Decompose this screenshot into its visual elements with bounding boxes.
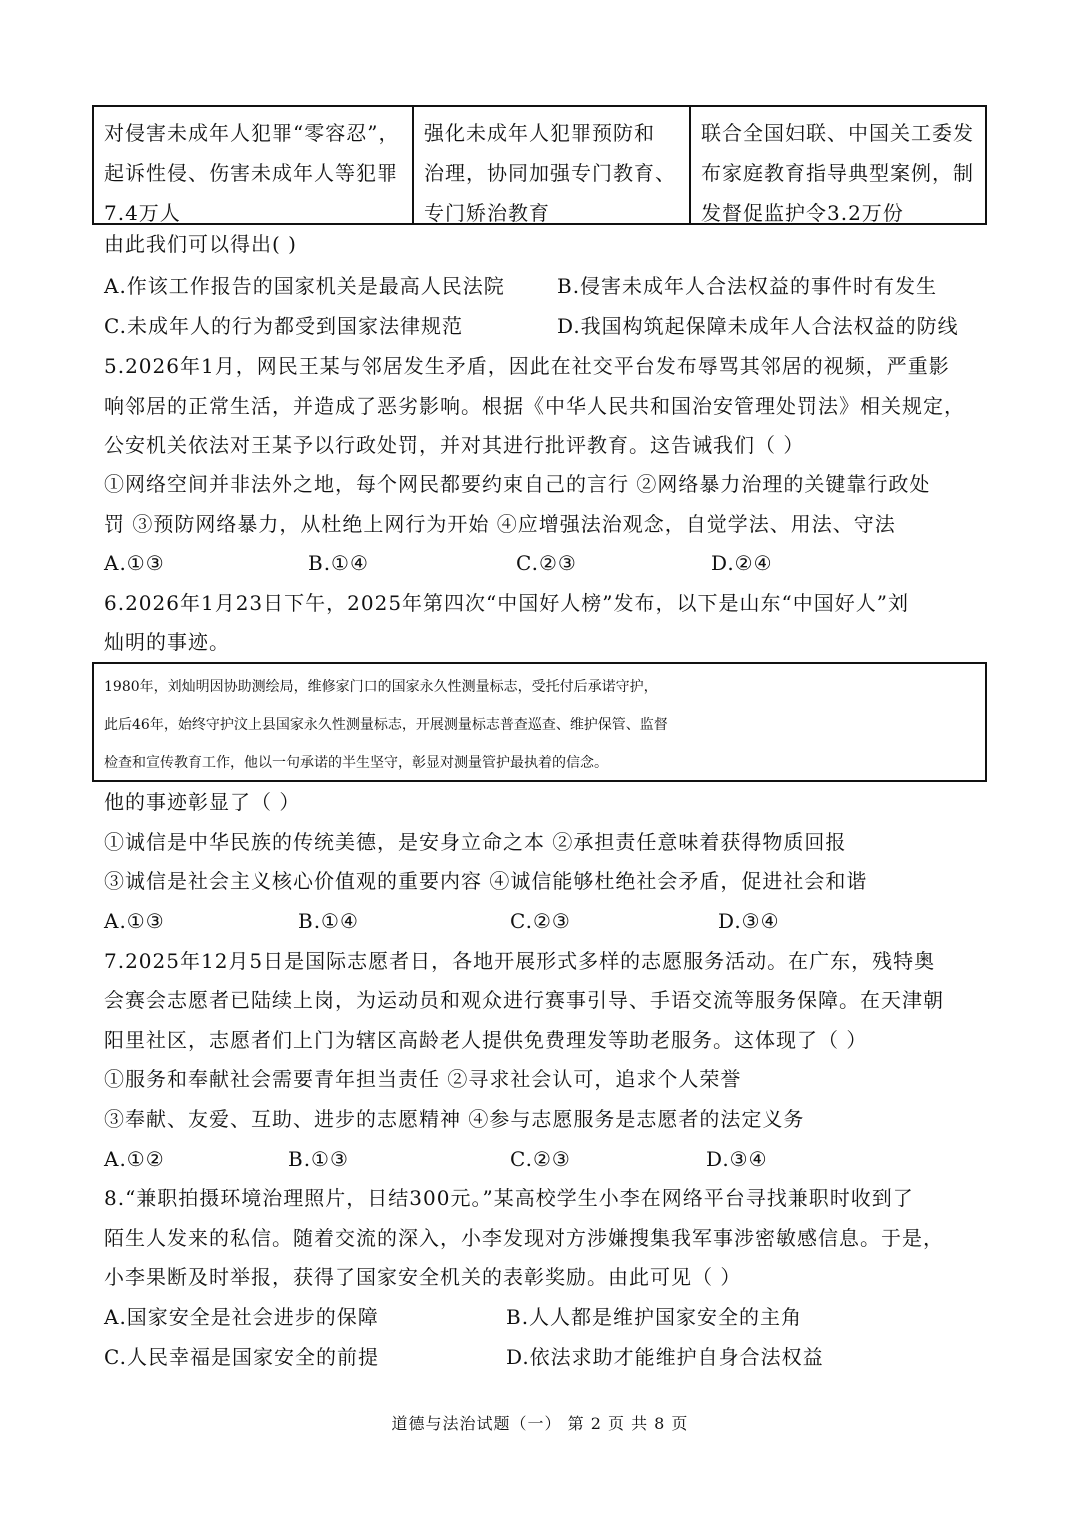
table-cell-line: 治理，协同加强专门教育、 (424, 161, 676, 185)
table-cell-3 (689, 107, 985, 223)
q6-option-a: A.①③ (104, 909, 165, 933)
table-cell-line: 专门矫治教育 (424, 201, 550, 223)
q7-statement-line: ①服务和奉献社会需要青年担当责任 ②寻求社会认可，追求个人荣誉 (104, 1067, 742, 1091)
q6-stem: 他的事迹彰显了（ ） (104, 790, 301, 814)
q8-option-c: C.人民幸福是国家安全的前提 (104, 1345, 379, 1369)
q7-option-b: B.①③ (288, 1147, 349, 1171)
q5-option-c: C.②③ (516, 551, 577, 575)
q6-statement-line: ③诚信是社会主义核心价值观的重要内容 ④诚信能够杜绝社会矛盾，促进社会和谐 (104, 869, 868, 893)
table-cell-line: 发督促监护令3.2万份 (701, 201, 904, 223)
q4-option-c: C.未成年人的行为都受到国家法律规范 (104, 314, 463, 338)
q5-option-d: D.②④ (711, 551, 773, 575)
q4-option-b: B.侵害未成年人合法权益的事件时有发生 (557, 274, 938, 298)
q4-option-a: A.作该工作报告的国家机关是最高人民法院 (104, 274, 505, 298)
q5-statement-line: ①网络空间并非法外之地，每个网民都要约束自己的言行 ②网络暴力治理的关键靠行政处 (104, 472, 931, 496)
q6-option-b: B.①④ (298, 909, 359, 933)
page-footer: 道德与法治试题（一） 第 2 页 共 8 页 (391, 1414, 689, 1433)
data-table (92, 105, 987, 225)
q6-statement-line: ①诚信是中华民族的传统美德，是安身立命之本 ②承担责任意味着获得物质回报 (104, 830, 847, 854)
q7-option-d: D.③④ (706, 1147, 768, 1171)
q7-text-line: 阳里社区，志愿者们上门为辖区高龄老人提供免费理发等助老服务。这体现了（ ） (104, 1028, 868, 1052)
q5-option-a: A.①③ (104, 551, 165, 575)
q6-text-line: 灿明的事迹。 (104, 630, 230, 654)
q8-option-b: B.人人都是维护国家安全的主角 (506, 1305, 803, 1329)
table-cell-1 (94, 107, 412, 223)
q6-text-line: 6.2026年1月23日下午，2025年第四次“中国好人榜”发布，以下是山东“中国好人”刘 (104, 591, 909, 615)
q5-statement-line: 罚 ③预防网络暴力，从杜绝上网行为开始 ④应增强法治观念，自觉学法、用法、守法 (104, 512, 896, 536)
table-cell-2 (412, 107, 689, 223)
table-cell-line: 强化未成年人犯罪预防和 (424, 121, 655, 145)
table-cell-line: 布家庭教育指导典型案例，制 (701, 161, 974, 185)
q8-option-a: A.国家安全是社会进步的保障 (104, 1305, 379, 1329)
q8-text-line: 陌生人发来的私信。随着交流的深入，小李发现对方涉嫌搜集我军事涉密敏感信息。于是， (104, 1226, 944, 1250)
q5-text-line: 5.2026年1月，网民王某与邻居发生矛盾，因此在社交平台发布辱骂其邻居的视频，严重影 (104, 354, 950, 378)
q6-option-d: D.③④ (718, 909, 780, 933)
q6-material-line: 1980年，刘灿明因协助测绘局，维修家门口的国家永久性测量标志，受托付后承诺守护， (104, 679, 658, 695)
q7-statement-line: ③奉献、友爱、互助、进步的志愿精神 ④参与志愿服务是志愿者的法定义务 (104, 1107, 805, 1131)
table-cell-line: 7.4万人 (104, 201, 181, 223)
q8-text-line: 小李果断及时举报，获得了国家安全机关的表彰奖励。由此可见（ ） (104, 1265, 742, 1289)
q7-text-line: 7.2025年12月5日是国际志愿者日，各地开展形式多样的志愿服务活动。在广东，残特奥 (104, 949, 936, 973)
q5-text-line: 响邻居的正常生活，并造成了恶劣影响。根据《中华人民共和国治安管理处罚法》相关规定， (104, 394, 965, 418)
q7-option-a: A.①② (104, 1147, 165, 1171)
q7-option-c: C.②③ (510, 1147, 571, 1171)
q6-material-line: 检查和宣传教育工作，他以一句承诺的半生坚守，彰显对测量管护最执着的信念。 (104, 755, 608, 771)
q4-stem: 由此我们可以得出( ) (104, 232, 297, 256)
q7-text-line: 会赛会志愿者已陆续上岗，为运动员和观众进行赛事引导、手语交流等服务保障。在天津朝 (104, 988, 944, 1012)
q6-option-c: C.②③ (510, 909, 571, 933)
q6-material-line: 此后46年，始终守护汶上县国家永久性测量标志，开展测量标志普查巡查、维护保管、监督 (104, 717, 668, 733)
q5-option-b: B.①④ (308, 551, 369, 575)
q8-option-d: D.依法求助才能维护自身合法权益 (506, 1345, 824, 1369)
table-cell-line: 对侵害未成年人犯罪“零容忍”， (104, 121, 400, 145)
table-cell-line: 联合全国妇联、中国关工委发 (701, 121, 974, 145)
table-cell-line: 起诉性侵、伤害未成年人等犯罪 (104, 161, 398, 185)
q5-text-line: 公安机关依法对王某予以行政处罚，并对其进行批评教育。这告诫我们（ ） (104, 433, 805, 457)
q6-material-box (92, 662, 987, 782)
q8-text-line: 8.“兼职拍摄环境治理照片，日结300元。”某高校学生小李在网络平台寻找兼职时收到了 (104, 1186, 914, 1210)
q4-option-d: D.我国构筑起保障未成年人合法权益的防线 (557, 314, 959, 338)
